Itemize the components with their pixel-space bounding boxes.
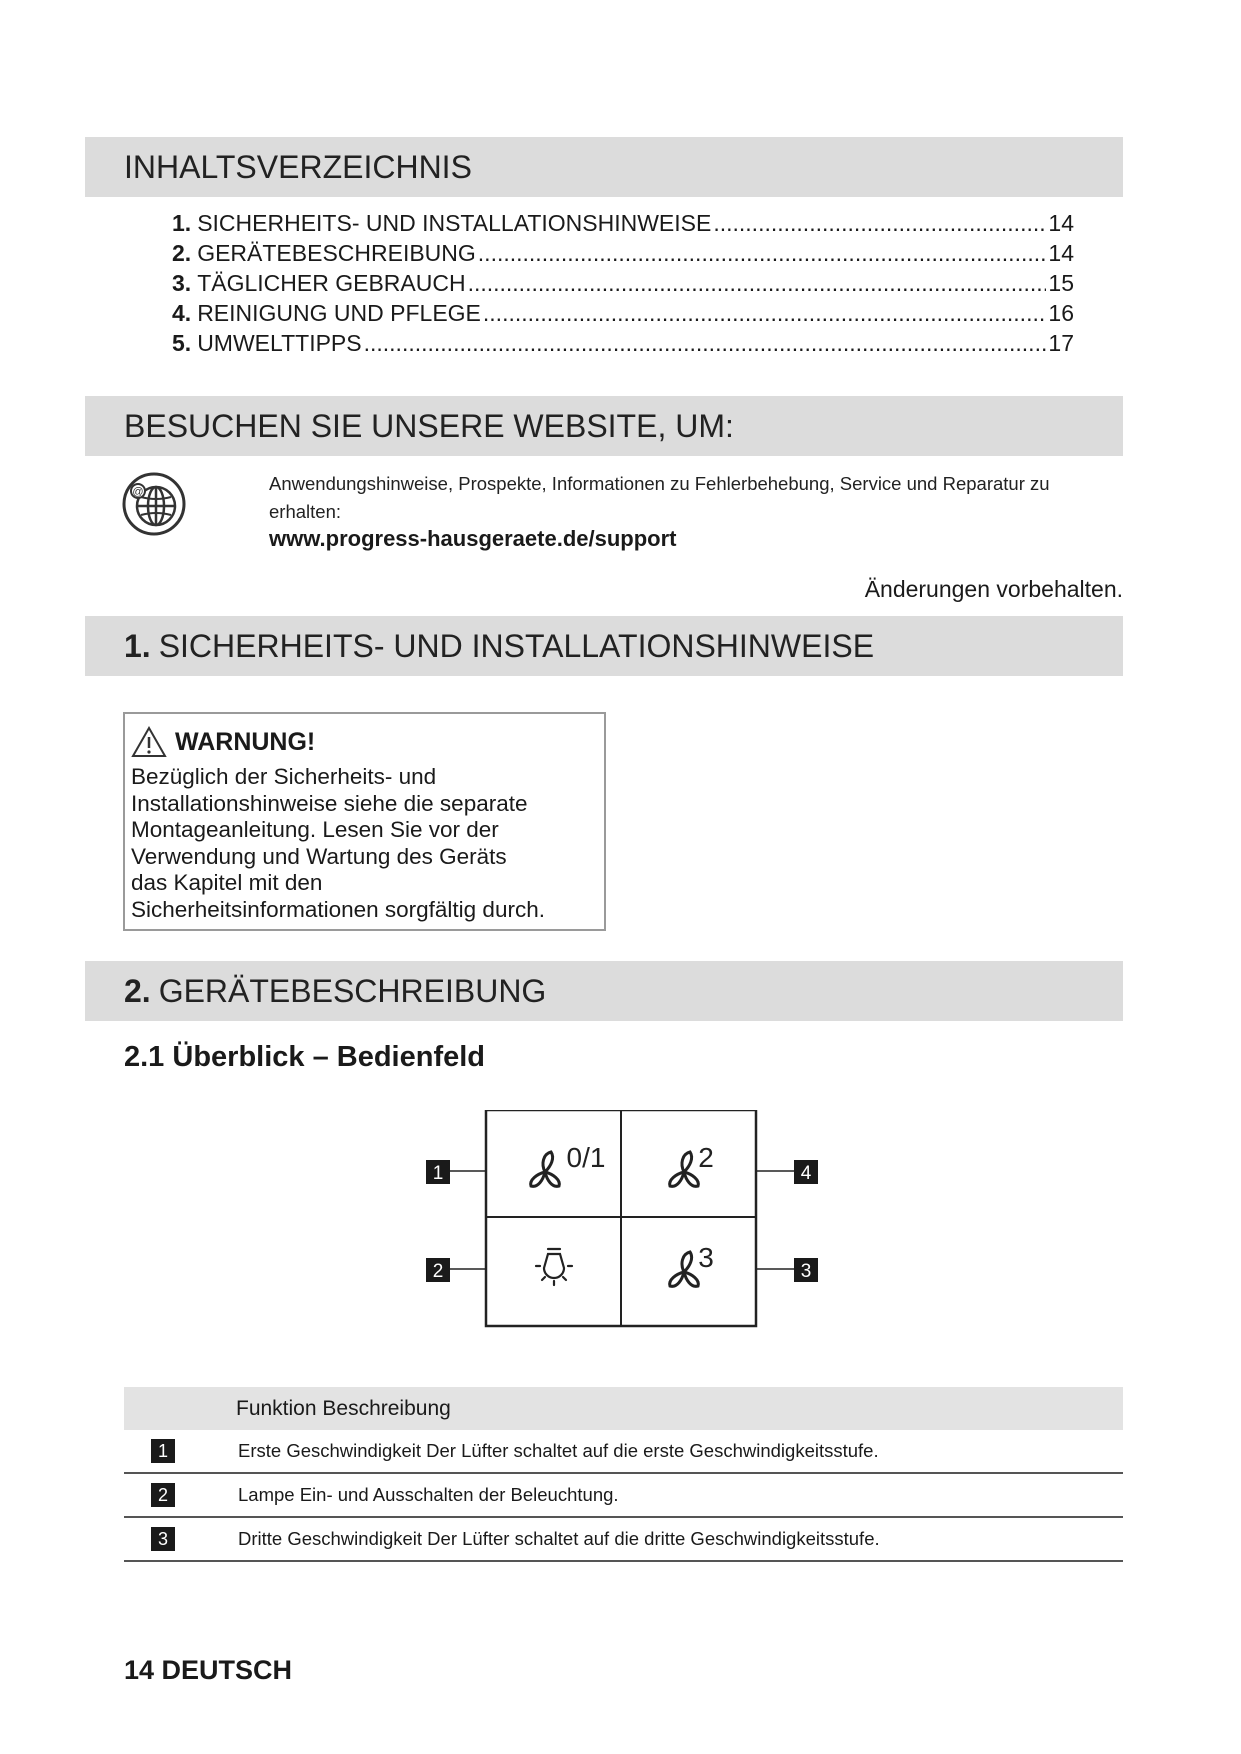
toc-item[interactable] xyxy=(172,240,1074,270)
section2-title: GERÄTEBESCHREIBUNG xyxy=(158,972,547,1009)
toc-item-number: 3. xyxy=(172,270,192,296)
website-header xyxy=(85,396,1123,456)
toc-item-label: REINIGUNG UND PFLEGE xyxy=(197,300,481,326)
toc-item[interactable] xyxy=(172,300,1074,330)
section1-number: 1. xyxy=(124,627,151,664)
toc-item-page: 14 xyxy=(1048,240,1074,266)
callout-2 xyxy=(426,1258,450,1282)
toc-header xyxy=(85,137,1123,197)
toc-title: INHALTSVERZEICHNIS xyxy=(124,148,472,185)
callout-3 xyxy=(794,1258,818,1282)
section1-title: SICHERHEITS- UND INSTALLATIONSHINWEISE xyxy=(158,627,875,664)
row-number-badge: 2 xyxy=(151,1483,175,1507)
warning-title: WARNUNG! xyxy=(175,727,316,756)
section2-number: 2. xyxy=(124,972,151,1009)
globe-icon xyxy=(122,472,186,536)
website-description: Anwendungshinweise, Prospekte, Informationen zu Fehlerbehebung, Service und Reparatur zu erhalten: xyxy=(269,473,1050,522)
warning-icon xyxy=(131,726,167,758)
svg-text:1: 1 xyxy=(432,1163,444,1184)
svg-text:4: 4 xyxy=(800,1163,812,1184)
toc-leader-dots xyxy=(478,240,1047,267)
toc-item-page: 16 xyxy=(1048,300,1074,326)
table-row xyxy=(124,1518,1123,1562)
svg-text:3: 3 xyxy=(800,1261,812,1282)
toc-item-number: 5. xyxy=(172,330,192,356)
warning-line: Installationshinweise siehe die separate xyxy=(131,790,528,816)
toc-item-number: 4. xyxy=(172,300,192,326)
row-number-badge: 1 xyxy=(151,1439,175,1463)
toc-item[interactable] xyxy=(172,270,1074,300)
toc-item[interactable] xyxy=(172,330,1074,360)
warning-line: das Kapitel mit den xyxy=(131,870,323,895)
table-row xyxy=(124,1474,1123,1518)
function-table xyxy=(124,1387,1123,1562)
svg-text:2: 2 xyxy=(698,1142,714,1173)
row-description: Erste Geschwindigkeit Der Lüfter schaltet auf die erste Geschwindigkeitsstufe. xyxy=(238,1440,879,1461)
toc-item[interactable] xyxy=(172,210,1074,240)
website-title: BESUCHEN SIE UNSERE WEBSITE, UM: xyxy=(124,407,734,444)
section2-header xyxy=(85,961,1123,1021)
changes-note: Änderungen vorbehalten. xyxy=(864,576,1123,602)
row-description: Dritte Geschwindigkeit Der Lüfter schaltet auf die dritte Geschwindigkeitsstufe. xyxy=(238,1528,880,1549)
callout-1 xyxy=(426,1160,450,1184)
control-panel-diagram xyxy=(418,1110,838,1335)
toc-item-label: GERÄTEBESCHREIBUNG xyxy=(197,240,476,266)
toc-item-label: TÄGLICHER GEBRAUCH xyxy=(197,270,466,296)
warning-line: Verwendung und Wartung des Geräts xyxy=(131,843,507,869)
warning-line: Bezüglich der Sicherheits- und xyxy=(131,764,437,789)
callout-4 xyxy=(794,1160,818,1184)
toc-item-label: UMWELTTIPPS xyxy=(197,330,362,356)
table-header-label: Funktion Beschreibung xyxy=(236,1396,451,1420)
svg-text:2: 2 xyxy=(432,1261,444,1282)
row-number-badge: 3 xyxy=(151,1527,175,1551)
warning-box xyxy=(123,712,606,931)
table-of-contents xyxy=(172,210,1074,360)
svg-text:0/1: 0/1 xyxy=(566,1142,606,1173)
toc-leader-dots xyxy=(483,300,1047,327)
section2-subtitle: 2.1 Überblick – Bedienfeld xyxy=(124,1041,486,1073)
toc-leader-dots xyxy=(468,270,1047,297)
website-url-link[interactable]: www.progress-hausgeraete.de/support xyxy=(269,526,677,551)
toc-item-label: SICHERHEITS- UND INSTALLATIONSHINWEISE xyxy=(197,210,712,236)
section1-header xyxy=(85,616,1123,676)
row-description: Lampe Ein- und Ausschalten der Beleuchtung. xyxy=(238,1484,619,1505)
warning-line: Montageanleitung. Lesen Sie vor der xyxy=(131,817,499,842)
warning-line: Sicherheitsinformationen sorgfältig durch. xyxy=(131,896,545,922)
toc-item-page: 14 xyxy=(1048,210,1074,236)
svg-text:@: @ xyxy=(132,486,144,498)
table-row xyxy=(124,1430,1123,1474)
toc-item-page: 15 xyxy=(1048,270,1074,296)
table-header xyxy=(124,1387,1123,1430)
svg-text:3: 3 xyxy=(698,1242,714,1273)
toc-leader-dots xyxy=(713,210,1046,237)
toc-item-number: 2. xyxy=(172,240,192,266)
toc-item-number: 1. xyxy=(172,210,192,236)
toc-leader-dots xyxy=(364,330,1047,357)
warning-text xyxy=(131,764,598,923)
toc-item-page: 17 xyxy=(1048,330,1074,356)
page-footer: 14 DEUTSCH xyxy=(124,1655,293,1685)
